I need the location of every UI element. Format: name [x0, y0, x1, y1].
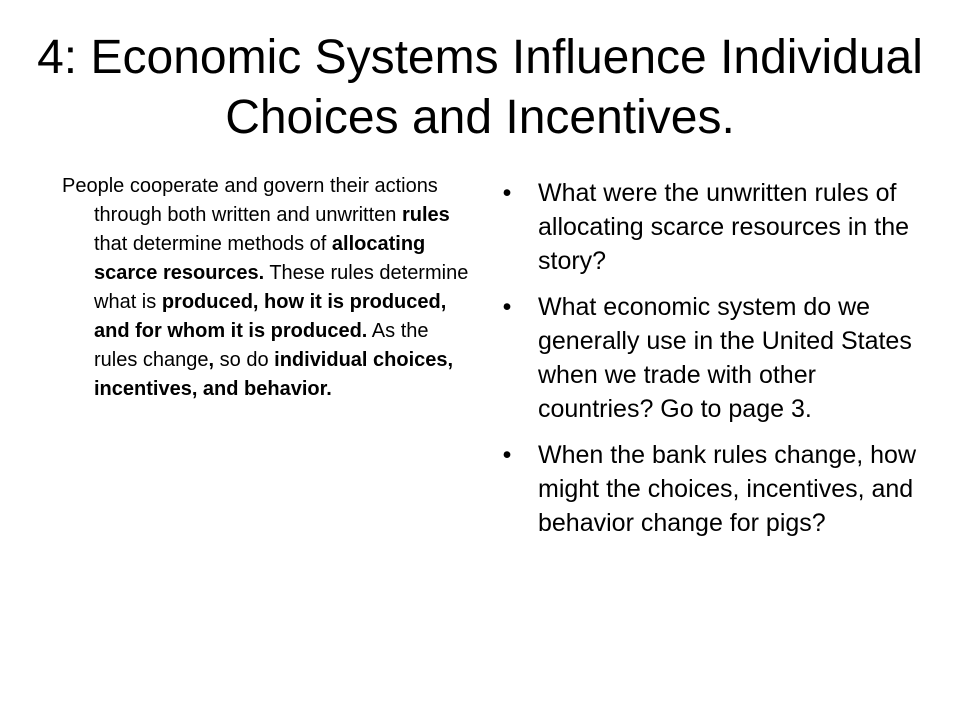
slide-title: 4: Economic Systems Influence Individual Choices and Incentives.	[37, 31, 923, 144]
bullet-text: When the bank rules change, how might the choices, incentives, and behavior change for pigs?	[538, 441, 917, 537]
bullet-text: What were the unwritten rules of allocating scarce resources in the story?	[538, 179, 910, 275]
left-paragraph-run: so do	[214, 349, 275, 371]
bullet-item	[496, 290, 916, 426]
right-bullet-block	[496, 176, 916, 552]
bullet-icon: •	[502, 293, 512, 321]
bullet-icon: •	[502, 441, 512, 469]
bullet-icon: •	[502, 179, 512, 207]
left-paragraph-bold-run: individual choices, incentives, and behavior.	[94, 349, 454, 400]
left-paragraph-bold-run: ,	[208, 349, 215, 371]
left-paragraph-run: People cooperate and govern their actions through both written and unwritten	[62, 175, 438, 226]
bullet-list	[496, 176, 916, 540]
left-paragraph-run: that determine methods of	[94, 233, 332, 255]
left-paragraph-bold-run: allocating scarce resources.	[94, 233, 426, 284]
left-paragraph	[62, 172, 472, 404]
left-text-block	[62, 172, 472, 404]
bullet-item	[496, 176, 916, 278]
left-paragraph-bold-run: produced, how it is produced, and for whom it is produced.	[94, 291, 447, 342]
left-paragraph-bold-run: rules	[401, 204, 450, 226]
bullet-text: What economic system do we generally use in the United States when we trade with other countries? Go to page 3.	[538, 293, 912, 423]
left-paragraph-run: These rules determine what is	[94, 262, 469, 313]
bullet-item	[496, 438, 916, 540]
left-paragraph-run: As the rules change	[94, 320, 429, 371]
